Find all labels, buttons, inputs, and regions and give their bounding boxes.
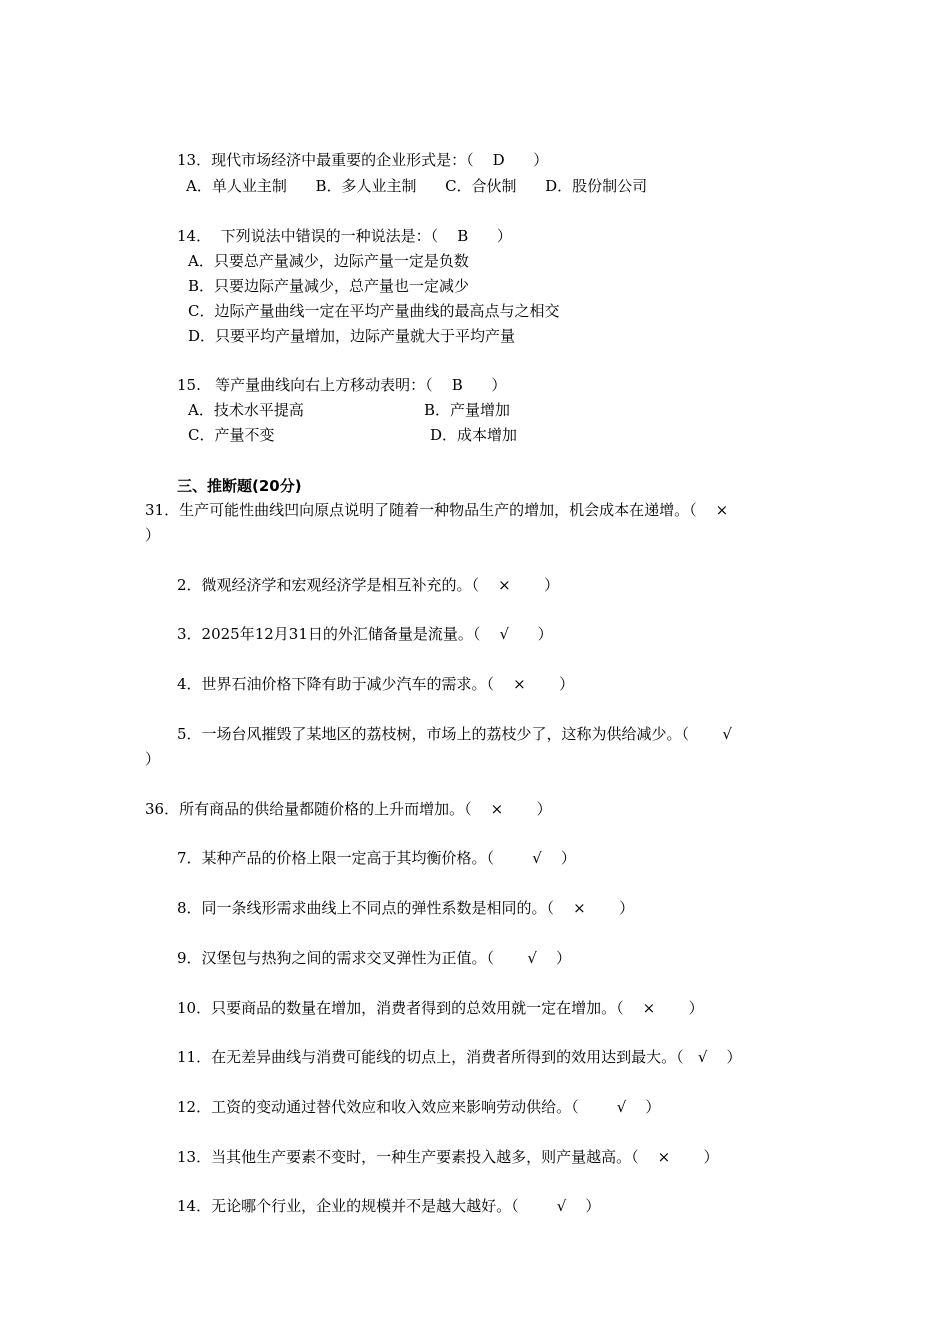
- q14-option-c: C．边际产量曲线一定在平均产量曲线的最高点与之相交: [188, 302, 560, 320]
- judge-question-13: 13．当其他生产要素不变时，一种生产要素投入越多，则产量越高。（ × ）: [177, 1148, 719, 1166]
- q15-stem: 15. 等产量曲线向右上方移动表明：（ B ）: [177, 376, 507, 394]
- judge-question-31-close: ）: [145, 526, 161, 544]
- q14-option-a: A．只要总产量减少，边际产量一定是负数: [188, 252, 469, 270]
- judge-question-12: 12．工资的变动通过替代效应和收入效应来影响劳动供给。（ √ ）: [177, 1098, 661, 1116]
- judge-question-8: 8．同一条线形需求曲线上不同点的弹性系数是相同的。（ × ）: [177, 899, 635, 917]
- q13-stem: 13．现代市场经济中最重要的企业形式是：（ D ）: [177, 151, 549, 169]
- judge-question-2: 2．微观经济学和宏观经济学是相互补充的。（ × ）: [177, 576, 560, 594]
- judge-question-10: 10．只要商品的数量在增加，消费者得到的总效用就一定在增加。（ × ）: [177, 999, 704, 1017]
- q15-option-c: C．产量不变: [188, 426, 275, 444]
- judge-question-31: 31．生产可能性曲线凹向原点说明了随着一种物品生产的增加，机会成本在递增。（ ×: [145, 501, 729, 519]
- judge-question-4: 4．世界石油价格下降有助于减少汽车的需求。（ × ）: [177, 675, 575, 693]
- q15-option-d: D．成本增加: [430, 426, 518, 444]
- judge-question-11: 11．在无差异曲线与消费可能线的切点上，消费者所得到的效用达到最大。（ √ ）: [177, 1048, 742, 1066]
- q14-option-d: D．只要平均产量增加，边际产量就大于平均产量: [188, 327, 516, 345]
- q15-option-b: B．产量增加: [424, 401, 511, 419]
- section-title: 三、推断题(20分): [177, 477, 302, 495]
- q14-option-b: B．只要边际产量减少，总产量也一定减少: [188, 277, 470, 295]
- judge-question-7: 7．某种产品的价格上限一定高于其均衡价格。（ √ ）: [177, 849, 576, 867]
- q14-stem: 14． 下列说法中错误的一种说法是：（ B ）: [177, 227, 512, 245]
- judge-question-3: 3．2025年12月31日的外汇储备量是流量。（ √ ）: [177, 625, 553, 643]
- judge-question-36: 36．所有商品的供给量都随价格的上升而增加。（ × ）: [145, 800, 552, 818]
- q13-options: A．单人业主制 B．多人业主制 C．合伙制 D．股份制公司: [186, 177, 648, 195]
- judge-question-5: 5．一场台风摧毁了某地区的荔枝树，市场上的荔枝少了，这称为供给减少。（ √: [177, 725, 732, 743]
- judge-question-5-close: ）: [145, 750, 161, 768]
- judge-question-9: 9．汉堡包与热狗之间的需求交叉弹性为正值。（ √ ）: [177, 949, 572, 967]
- judge-question-14: 14．无论哪个行业，企业的规模并不是越大越好。（ √ ）: [177, 1197, 601, 1215]
- q15-option-a: A．技术水平提高: [188, 401, 304, 419]
